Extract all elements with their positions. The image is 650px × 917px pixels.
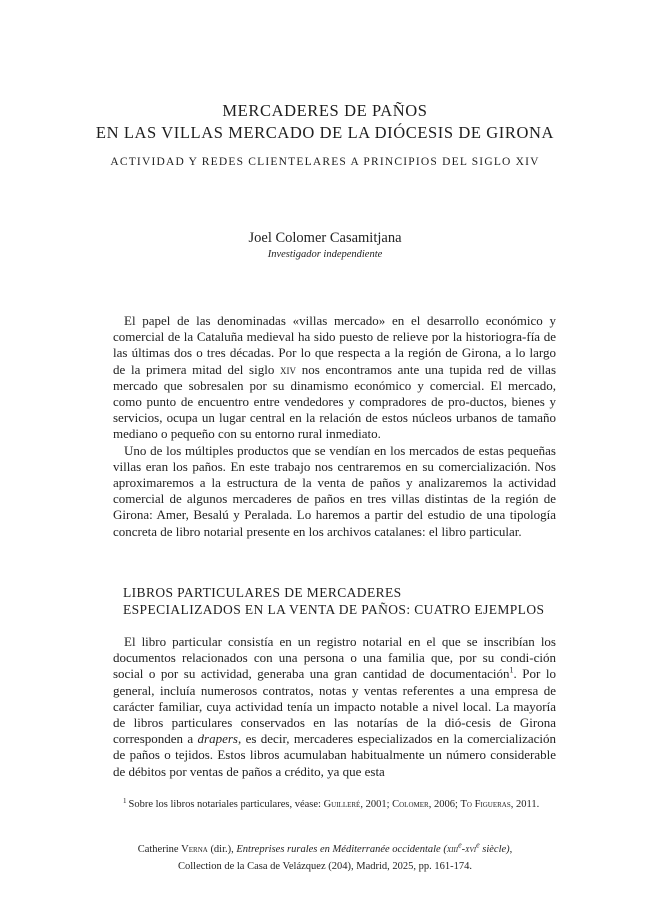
article-title [0, 100, 650, 144]
footnote-text: Sobre los libros notariales particulares, véase: [128, 799, 324, 810]
footnote-text: , 2001; [360, 799, 393, 810]
paragraph-text: . Por lo general, incluía numerosos contratos, notas y ventas referentes a una empresa de carácter familiar, cuya actividad tenía un impacto notable a nivel local. La mayoría de libros particulares conservados en las notarías de la dió-cesis de Girona corresponden a [113, 666, 556, 747]
paragraph-text: , es decir, mercaderes especializados en la comercialización de paños o tejidos. Estos libros acumulaban habitualmente un número considerable de débitos por ventas de paños a crédito, ya que esta [113, 731, 556, 779]
book-title-text: - [461, 844, 466, 855]
italic-term: drapers [197, 731, 238, 747]
title-line-2: EN LAS VILLAS MERCADO DE LA DIÓCESIS DE GIRONA [95, 123, 555, 142]
section-heading [123, 584, 544, 618]
book-citation [0, 841, 650, 875]
editor-surname: Verna [181, 844, 208, 855]
footnote-reference-author: Guilleré [323, 799, 361, 810]
citation-text: , [509, 844, 513, 855]
footnote-reference[interactable]: 1 [509, 666, 514, 676]
paragraph-text: El libro particular consistía en un registro notarial en el que se inscribían los documentos relacionados con una persona o una familia que, por su condi-ción social o por su actividad, generaba una gran cantidad de documentación [113, 634, 556, 682]
section-heading-line-2: ESPECIALIZADOS EN LA VENTA DE PAÑOS: CUATRO EJEMPLOS [123, 602, 545, 617]
paragraph [113, 313, 556, 443]
footnote-reference-author: Colomer [392, 799, 429, 810]
citation-text: Catherine [137, 844, 182, 855]
title-line-1: MERCADERES DE PAÑOS [222, 101, 428, 120]
citation-text: (dir.), [207, 844, 237, 855]
introduction [113, 313, 556, 540]
footnote [113, 798, 556, 813]
citation-line-1 [0, 841, 650, 858]
author-affiliation: Investigador independiente [267, 249, 383, 260]
section-body [113, 634, 556, 780]
book-title-text: Entreprises rurales en Méditerranée occidentale ( [236, 844, 447, 855]
footnote-text: , 2006; [428, 799, 461, 810]
century-numeral: xiv [280, 361, 297, 377]
footnote-number: 1 [123, 796, 127, 805]
paragraph: Uno de los múltiples productos que se vendían en los mercados de estas pequeñas villas eran los paños. En este trabajo nos centraremos en su comercialización. Nos aproximaremos a la estructura de la venta de paños y analizaremos la actividad comercial de algunos mercaderes de paños en tres villas distintas de la región de Girona: Amer, Besalú y Peralada. Lo haremos a partir del estudio de una tipología concreta de libro notarial presente en los archivos catalanes: el libro particular. [113, 442, 556, 539]
ordinal-superscript: e [458, 840, 462, 850]
footnote-text: , 2011. [510, 799, 540, 810]
century-numeral: xvi [465, 844, 477, 855]
century-numeral: xiii [446, 844, 459, 855]
article-subtitle: ACTIVIDAD Y REDES CLIENTELARES A PRINCIPIOS DEL SIGLO XIV [110, 156, 540, 168]
author-name: Joel Colomer Casamitjana [248, 230, 402, 246]
paragraph-text: El papel de las denominadas «villas mercado» en el desarrollo económico y comercial de la Cataluña medieval ha sido puesto de relieve por la historiogra-fía de las últimas dos o tres décadas. Por lo que respecta a la región de Girona, a lo largo de la primera mitad del siglo [113, 313, 556, 377]
book-title [236, 840, 510, 855]
footnote-reference-author: To Figueras [460, 799, 511, 810]
ordinal-superscript: e [476, 840, 480, 850]
paragraph-text: nos encontramos ante una tupida red de villas mercado que sobresalen por su dinamismo económico y comercial. El mercado, como punto de encuentro entre vendedores y compradores de pro-ductos, bienes y servicios, ocupa un lugar central en la relación de estos núcleos urbanos de tamaño mediano o pequeño con su entorno rural inmediato. [113, 361, 556, 442]
paragraph [113, 634, 556, 780]
citation-line-2: Collection de la Casa de Velázquez (204), Madrid, 2025, pp. 161-174. [177, 861, 473, 872]
book-title-text: siècle) [479, 844, 510, 855]
section-heading-line-1: LIBROS PARTICULARES DE MERCADERES [123, 585, 402, 600]
